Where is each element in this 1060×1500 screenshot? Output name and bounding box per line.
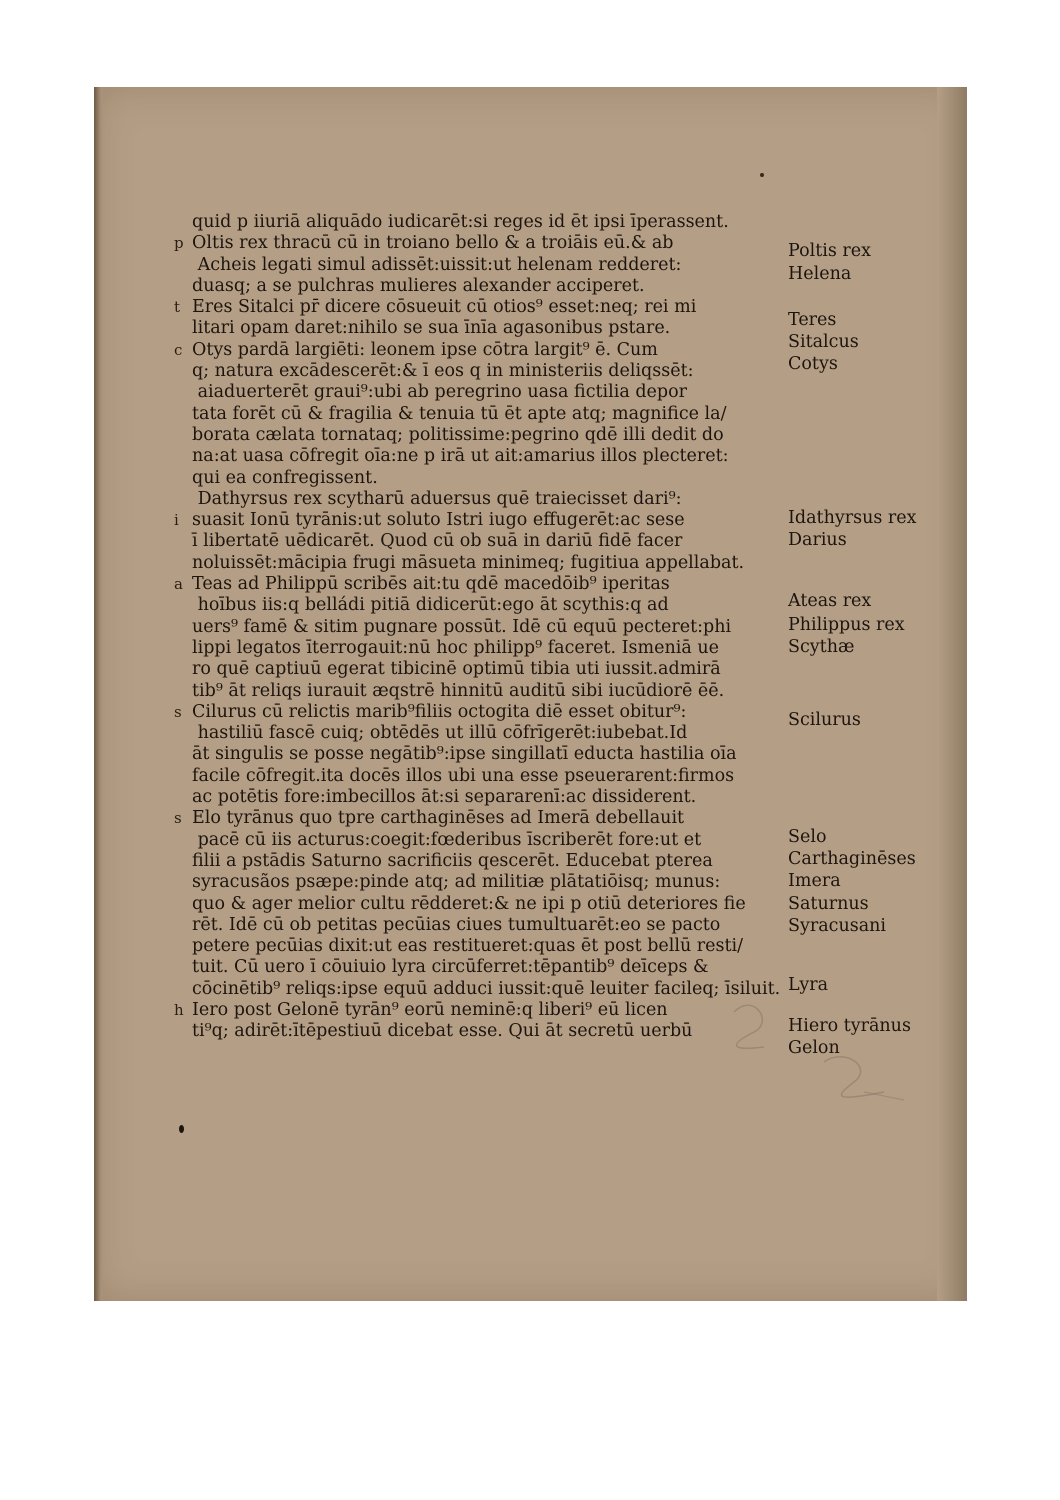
main-text-column bbox=[174, 212, 784, 1043]
text-line bbox=[174, 361, 784, 382]
text-line bbox=[174, 681, 784, 702]
text-line bbox=[174, 936, 784, 957]
line-text: Elo tyrānus quo tpre carthaginēses ad Imerā debellauit bbox=[192, 808, 685, 829]
line-text: hoībus iis:q belládi pitiā didicerūt:ego āt scythis:q ad bbox=[192, 595, 669, 616]
text-line bbox=[174, 297, 784, 318]
text-line bbox=[174, 638, 784, 659]
text-line bbox=[174, 1021, 784, 1042]
text-line bbox=[174, 617, 784, 638]
pencil-scribble-marks bbox=[714, 992, 914, 1112]
line-text: borata cælata tornataq; politissime:pegrino qdē illi dedit do bbox=[192, 424, 724, 445]
text-line bbox=[174, 212, 784, 233]
line-text: tib⁹ āt reliqs iurauit æqstrē hinnitū auditū sibi iucūdiorē ēē. bbox=[192, 680, 725, 701]
line-text: pacē cū iis acturus:coegit:fœderibus īscriberēt fore:ut et bbox=[192, 829, 702, 850]
line-text: Teas ad Philippū scribēs ait:tu qdē macedōib⁹ iperitas bbox=[192, 574, 670, 595]
margin-note: Helena bbox=[788, 264, 852, 285]
text-line bbox=[174, 553, 784, 574]
text-line bbox=[174, 446, 784, 467]
text-line bbox=[174, 489, 784, 510]
margin-note: Syracusani bbox=[788, 915, 887, 936]
line-text: quo & ager melior cultu rēdderet:& ne ipi p otiū deteriores fie bbox=[192, 893, 746, 914]
guide-letter: t bbox=[174, 298, 181, 317]
text-line bbox=[174, 851, 784, 872]
line-text: rēt. Idē cū ob petitas pecūias ciues tumultuarēt:eo se pacto bbox=[192, 914, 721, 935]
margin-note: Cotys bbox=[788, 353, 838, 374]
line-text: na:at uasa cōfregit oīa:ne p irā ut ait:amarius illos plecteret: bbox=[192, 446, 729, 467]
text-line bbox=[174, 468, 784, 489]
book-page bbox=[94, 87, 967, 1301]
line-text: quid p iiuriā aliquādo iudicarēt:si reges id ēt ipsi īperassent. bbox=[192, 212, 729, 232]
line-text: ro quē captiuū egerat tibicinē optimū tibia uti iussit.admirā bbox=[192, 659, 721, 680]
ink-speck bbox=[760, 173, 764, 177]
page-binding-edge bbox=[94, 87, 104, 1301]
line-text: aiaduerterēt graui⁹:ubi ab peregrino uasa fictilia depor bbox=[192, 382, 687, 403]
line-text: noluissēt:mācipia frugi māsueta minimeq; fugitiua appellabat. bbox=[192, 552, 745, 573]
text-line bbox=[174, 574, 784, 595]
line-text: litari opam daret:nihilo se sua īnīa agasonibus pstare. bbox=[192, 318, 671, 339]
text-line bbox=[174, 787, 784, 808]
text-line bbox=[174, 957, 784, 978]
margin-note: Lyra bbox=[788, 974, 828, 995]
line-text: Cilurus cū relictis marib⁹filiis octogita diē esset obitur⁹: bbox=[192, 701, 687, 722]
margin-note: Hiero tyrānus bbox=[788, 1016, 911, 1037]
line-text: tata forēt cū & fragilia & tenuia tū ēt apte atq; magnifice la/ bbox=[192, 403, 727, 424]
line-text: qui ea confregissent. bbox=[192, 467, 378, 488]
guide-letter: i bbox=[174, 511, 179, 530]
text-line bbox=[174, 702, 784, 723]
text-line bbox=[174, 830, 784, 851]
page-right-edge bbox=[937, 87, 967, 1301]
text-line bbox=[174, 1000, 784, 1021]
margin-note: Darius bbox=[788, 530, 847, 551]
text-line bbox=[174, 872, 784, 893]
line-text: suasit Ionū tyrānis:ut soluto Istri iugo effugerēt:ac sese bbox=[192, 510, 685, 531]
line-text: ti⁹q; adirēt:ītēpestiuū dicebat esse. Qui āt secretū uerbū bbox=[192, 1021, 693, 1042]
text-line bbox=[174, 425, 784, 446]
margin-note: Poltis rex bbox=[788, 240, 871, 261]
margin-note: Selo bbox=[788, 826, 827, 847]
text-line bbox=[174, 510, 784, 531]
text-line bbox=[174, 723, 784, 744]
guide-letter: s bbox=[174, 809, 182, 828]
margin-note: Ateas rex bbox=[788, 591, 872, 612]
text-line bbox=[174, 894, 784, 915]
line-text: cōcinētib⁹ reliqs:ipse equū adduci iussit:quē leuiter facileq; īsiluit. bbox=[192, 978, 781, 999]
margin-note: Scilurus bbox=[788, 710, 861, 731]
line-text: Otys pardā largiēti: leonem ipse cōtra largit⁹ ē. Cum bbox=[192, 339, 658, 360]
guide-letter: p bbox=[174, 234, 184, 253]
line-text: syracusãos psæpe:pinde atq; ad militiæ plātatiōisq; munus: bbox=[192, 872, 721, 893]
margin-note: Idathyrsus rex bbox=[788, 508, 917, 529]
guide-letter: h bbox=[174, 1000, 184, 1019]
text-line bbox=[174, 595, 784, 616]
guide-letter: s bbox=[174, 702, 182, 721]
line-text: filii a pstādis Saturno sacrificiis qescerēt. Educebat ptereа bbox=[192, 850, 713, 871]
line-text: Iero post Gelonē tyrān⁹ eorū neminē:q liberi⁹ eū licen bbox=[192, 999, 668, 1020]
line-text: Oltis rex thracū cū in troiano bello & a troiāis eū.& ab bbox=[192, 233, 674, 254]
line-text: āt singulis se posse negātib⁹:ipse singillatī educta hastilia oīa bbox=[192, 744, 737, 765]
line-text: facile cōfregit.ita docēs illos ubi una esse pseuerarent:firmos bbox=[192, 765, 735, 786]
text-line bbox=[174, 404, 784, 425]
text-line bbox=[174, 382, 784, 403]
text-line bbox=[174, 766, 784, 787]
margin-note: Imera bbox=[788, 871, 841, 892]
margin-note: Sitalcus bbox=[788, 332, 859, 353]
line-text: q; natura excādescerēt:& ī eos q in ministeriis deliqssēt: bbox=[192, 361, 694, 382]
text-line bbox=[174, 340, 784, 361]
text-line bbox=[174, 531, 784, 552]
guide-letter: c bbox=[174, 340, 183, 359]
line-text: tuit. Cū uero ī cōuiuio lyra circūferret:tēpantib⁹ deīceps & bbox=[192, 957, 709, 978]
text-line bbox=[174, 979, 784, 1000]
line-text: Dathyrsus rex scytharū aduersus quē traiecisset dari⁹: bbox=[192, 488, 682, 509]
text-line bbox=[174, 744, 784, 765]
margin-note: Philippus rex bbox=[788, 614, 905, 635]
line-text: lippi legatos īterrogauit:nū hoc philipp⁹ faceret. Ismeniā ue bbox=[192, 637, 719, 658]
text-line bbox=[174, 276, 784, 297]
margin-note: Scythæ bbox=[788, 636, 855, 657]
text-line bbox=[174, 318, 784, 339]
line-text: petere pecūias dixit:ut eas restitueret:quas ēt post bellū resti/ bbox=[192, 936, 744, 957]
line-text: uers⁹ famē & sitim pugnare possūt. Idē cū equū pecteret:phi bbox=[192, 616, 732, 637]
text-line bbox=[174, 255, 784, 276]
line-text: ac potētis fore:imbecillos āt:si separarenī:ac dissiderent. bbox=[192, 787, 697, 808]
line-text: duasq; a se pulchras mulieres alexander acciperet. bbox=[192, 275, 645, 296]
text-line bbox=[174, 233, 784, 254]
line-text: Acheis legati simul adissēt:uissit:ut helenam redderet: bbox=[192, 254, 682, 275]
guide-letter: a bbox=[174, 575, 183, 594]
line-text: ī libertatē uēdicarēt. Quod cū ob suā in dariū fidē facer bbox=[192, 531, 683, 552]
text-line bbox=[174, 659, 784, 680]
text-line bbox=[174, 808, 784, 829]
margin-note: Saturnus bbox=[788, 893, 869, 914]
line-text: hastiliū fascē cuiq; obtēdēs ut illū cōfrīgerēt:iubebat.Id bbox=[192, 723, 688, 744]
text-line bbox=[174, 915, 784, 936]
margin-note: Teres bbox=[788, 309, 837, 330]
line-text: Eres Sitalci pr̄ dicere cōsueuit cū otios⁹ esset:neq; rei mi bbox=[192, 297, 697, 318]
ink-speck bbox=[179, 1125, 184, 1133]
margin-note: Gelon bbox=[788, 1038, 840, 1059]
margin-note: Carthaginēses bbox=[788, 848, 916, 869]
